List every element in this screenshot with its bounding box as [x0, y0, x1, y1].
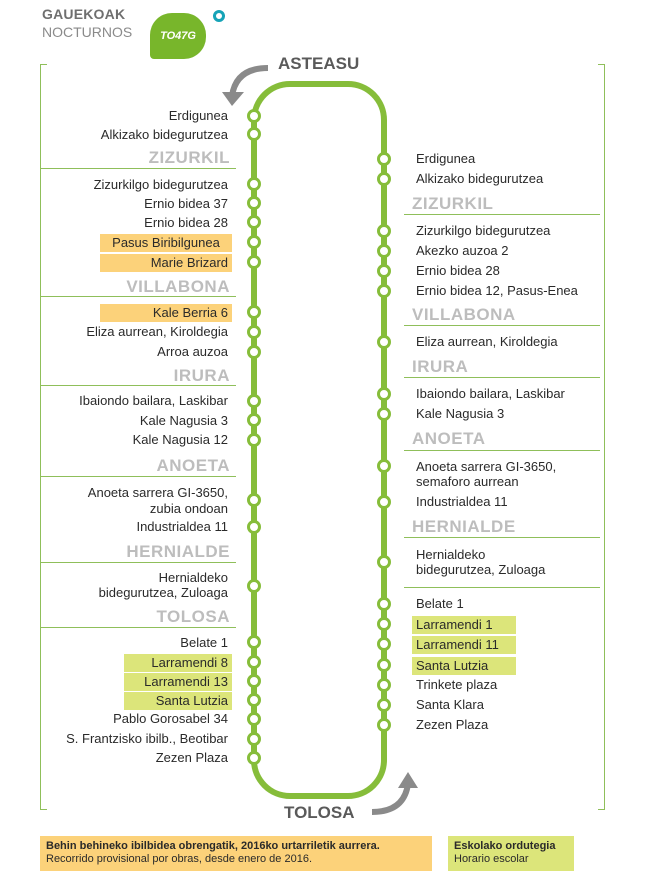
divider [404, 377, 600, 378]
list-item: Santa Klara [416, 697, 484, 712]
stop-dot [247, 177, 261, 191]
list-item: Hernialdeko [416, 547, 486, 562]
stop-dot [247, 493, 261, 507]
section-title: HERNIALDE [126, 542, 230, 561]
list-item: Alkizako bidegurutzea [416, 171, 544, 186]
list-item: Larramendi 13 [124, 673, 232, 691]
list-item: S. Frantzisko ibilb., Beotibar [66, 731, 228, 746]
list-item: Kale Nagusia 3 [416, 406, 505, 421]
stop-dot [377, 597, 391, 611]
section-title: VILLABONA [412, 305, 516, 324]
divider [40, 385, 236, 386]
list-item: Erdigunea [168, 108, 228, 123]
stop-dot [247, 579, 261, 593]
list-item: Zizurkilgo bidegurutzea [93, 177, 228, 192]
stop-dot [247, 732, 261, 746]
stop-dot [377, 387, 391, 401]
divider [404, 450, 600, 451]
school-schedule-note [448, 836, 574, 871]
list-item: Industrialdea 11 [136, 519, 228, 534]
section-title: ANOETA [412, 429, 486, 448]
stop-dot [247, 235, 261, 249]
stop-dot [247, 305, 261, 319]
list-item: Pasus Biribilgunea [100, 234, 232, 252]
section-title: IRURA [412, 357, 469, 376]
list-item: Zezen Plaza [416, 717, 489, 732]
section-title: ZIZURKIL [412, 194, 494, 213]
list-item: Zezen Plaza [155, 750, 228, 765]
note-eu: Behin behineko ibilbidea obrengatik, 2016ko urtarriletik aurrera. [46, 840, 380, 852]
list-item: bidegurutzea, Zuloaga [98, 585, 228, 600]
stop-dot [377, 407, 391, 421]
list-item: Eliza aurrean, Kiroldegia [86, 324, 228, 339]
stop-dot [247, 674, 261, 688]
stop-dot [247, 635, 261, 649]
list-item: Trinkete plaza [416, 677, 498, 692]
stop-dot [247, 693, 261, 707]
list-item: Belate 1 [180, 635, 228, 650]
list-item: Erdigunea [416, 151, 476, 166]
section-title: IRURA [173, 366, 230, 385]
stop-dot [377, 284, 391, 298]
list-item: Larramendi 11 [412, 636, 516, 654]
stop-dot [247, 433, 261, 447]
stop-dot [247, 413, 261, 427]
list-item: Hernialdeko [158, 570, 228, 585]
list-item: Alkizako bidegurutzea [100, 127, 228, 142]
list-item: semaforo aurrean [416, 474, 519, 489]
stop-dot [377, 617, 391, 631]
stop-dot [377, 718, 391, 732]
stop-dot [247, 196, 261, 210]
list-item: Pablo Gorosabel 34 [113, 711, 228, 726]
stop-dot [247, 109, 261, 123]
list-item: Santa Lutzia [124, 692, 232, 710]
stop-dot [247, 345, 261, 359]
list-item: Santa Lutzia [412, 657, 516, 675]
list-item: Ernio bidea 28 [416, 263, 500, 278]
list-item: Larramendi 1 [412, 616, 516, 634]
temporary-route-note [40, 836, 432, 871]
stop-dot [377, 555, 391, 569]
list-item: Ibaiondo bailara, Laskibar [416, 386, 565, 401]
list-item: Kale Nagusia 3 [139, 413, 228, 428]
divider [40, 562, 236, 563]
stop-dot [247, 215, 261, 229]
stop-dot [377, 495, 391, 509]
stop-dot [377, 264, 391, 278]
stop-dot [377, 224, 391, 238]
note-es: Recorrido provisional por obras, desde enero de 2016. [46, 853, 312, 865]
list-item: Industrialdea 11 [416, 494, 508, 509]
list-item: bidegurutzea, Zuloaga [416, 562, 546, 577]
stop-dot [377, 152, 391, 166]
divider [404, 537, 600, 538]
note-eu: Eskolako ordutegia [454, 840, 556, 852]
stop-dot [247, 751, 261, 765]
section-title: HERNIALDE [412, 517, 516, 536]
section-title: ANOETA [156, 456, 230, 475]
arrow-top-icon [232, 68, 268, 96]
stop-dot [377, 335, 391, 349]
divider [404, 214, 600, 215]
stop-dot [377, 678, 391, 692]
end-top: ASTEASU [278, 54, 360, 73]
arrow-bottom-icon [372, 784, 408, 812]
stop-dot [377, 698, 391, 712]
title-line2: NOCTURNOS [42, 24, 133, 40]
stop-dot [247, 394, 261, 408]
list-item: Ernio bidea 28 [144, 215, 228, 230]
route-badge: TO47G [150, 13, 206, 59]
stop-dot [247, 520, 261, 534]
stop-dot [377, 172, 391, 186]
title-line1: GAUEKOAK [42, 6, 126, 22]
end-bottom: TOLOSA [284, 803, 355, 822]
divider [40, 627, 236, 628]
stop-dot [377, 459, 391, 473]
list-item: Belate 1 [416, 596, 464, 611]
stop-dot [377, 637, 391, 651]
section-title: VILLABONA [126, 277, 230, 296]
stop-dot [247, 255, 261, 269]
divider [40, 168, 236, 169]
section-title: TOLOSA [156, 607, 230, 626]
list-item: Ernio bidea 37 [144, 196, 228, 211]
list-item: Anoeta sarrera GI-3650, [416, 459, 557, 474]
section-title: ZIZURKIL [148, 148, 230, 167]
list-item: Akezko auzoa 2 [416, 243, 509, 258]
stop-dot [247, 127, 261, 141]
divider [40, 476, 236, 477]
list-item: Larramendi 8 [124, 654, 232, 672]
list-item: Ernio bidea 12, Pasus-Enea [416, 283, 578, 298]
list-item: zubia ondoan [149, 501, 228, 516]
divider [40, 296, 236, 297]
stop-dot [247, 712, 261, 726]
note-es: Horario escolar [454, 853, 529, 865]
list-item: Anoeta sarrera GI-3650, [87, 485, 228, 500]
list-item: Kale Berria 6 [100, 304, 232, 322]
stop-dot [377, 658, 391, 672]
stop-dot [247, 325, 261, 339]
list-item: Zizurkilgo bidegurutzea [416, 223, 551, 238]
list-item: Arroa auzoa [157, 344, 228, 359]
list-item: Marie Brizard [100, 254, 232, 272]
list-item: Eliza aurrean, Kiroldegia [416, 334, 558, 349]
divider [404, 325, 600, 326]
divider [404, 587, 600, 588]
list-item: Kale Nagusia 12 [132, 432, 228, 447]
list-item: Ibaiondo bailara, Laskibar [79, 393, 228, 408]
stop-dot [377, 244, 391, 258]
stop-dot [247, 655, 261, 669]
